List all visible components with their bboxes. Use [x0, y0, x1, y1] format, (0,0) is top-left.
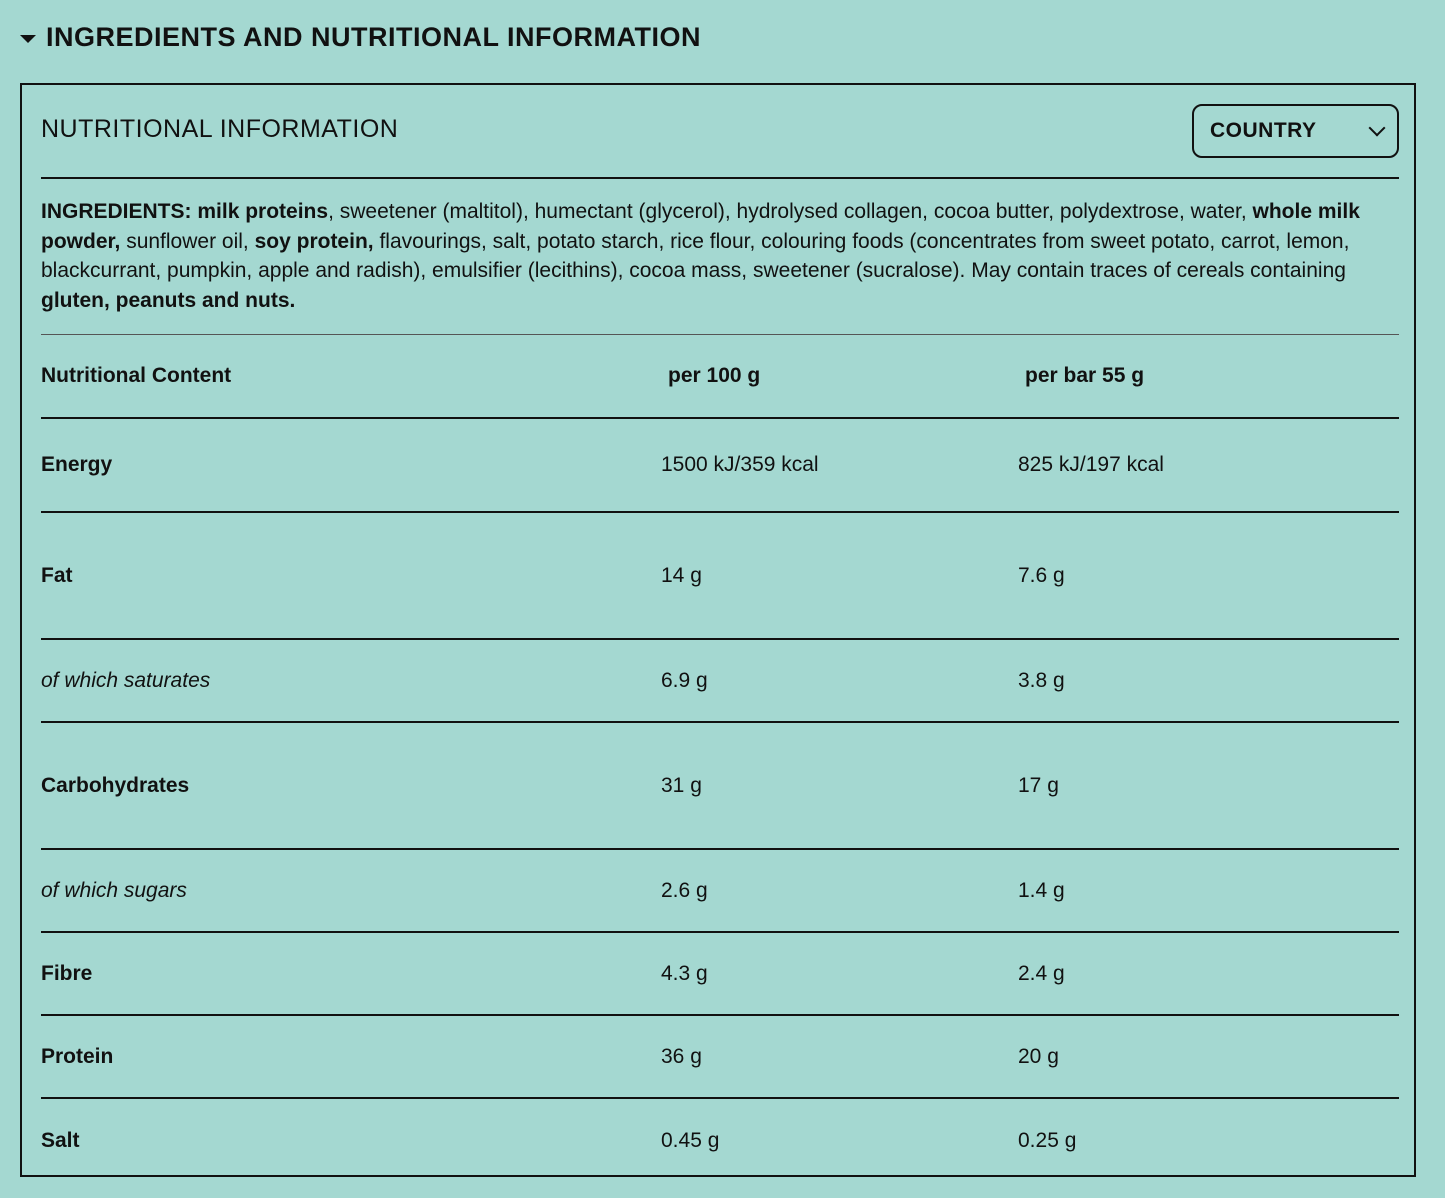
panel-header [41, 85, 1399, 179]
table-row [41, 640, 1399, 723]
row-per-100g: 4.3 g [661, 961, 708, 985]
row-per-100g: 31 g [661, 773, 702, 797]
table-row [41, 1016, 1399, 1099]
table-row [41, 850, 1399, 933]
nutrition-table [41, 335, 1399, 1182]
country-select[interactable] [1192, 104, 1399, 158]
ingredient-text: flavourings, salt, potato starch, rice flour, colouring foods (concentrates from sweet potato, carrot, lemon, blackcurrant, pumpkin, apple and radish), emulsifier (lecithins), cocoa mass, sweetener (sucralose). May contain traces of cereals containing [41, 229, 1350, 282]
ingredients-text [41, 197, 1403, 315]
table-row [41, 513, 1399, 640]
ingredient-allergen: milk proteins [197, 200, 329, 223]
row-per-100g: 0.45 g [661, 1128, 720, 1152]
row-name: Carbohydrates [41, 773, 190, 797]
table-row [41, 419, 1399, 513]
section-title: INGREDIENTS AND NUTRITIONAL INFORMATION [46, 22, 701, 52]
row-per-bar: 825 kJ/197 kcal [1018, 453, 1164, 476]
country-select-label: COUNTRY [1210, 119, 1317, 142]
row-per-bar: 3.8 g [1018, 668, 1065, 692]
ingredients-list [41, 200, 1360, 312]
row-name: Salt [41, 1128, 80, 1152]
table-row [41, 933, 1399, 1016]
nutrition-panel [20, 83, 1416, 1177]
row-per-bar: 7.6 g [1018, 563, 1065, 587]
row-name: Energy [41, 453, 113, 476]
row-per-100g: 36 g [661, 1044, 702, 1068]
ingredient-text: sunflower oil, [120, 229, 255, 253]
row-name: Fat [41, 563, 73, 587]
ingredient-allergen: whole milk powder, [41, 200, 1360, 253]
row-per-bar: 2.4 g [1018, 961, 1065, 985]
panel-title: NUTRITIONAL INFORMATION [41, 115, 399, 143]
header-nutritional-content: Nutritional Content [41, 364, 232, 387]
table-row [41, 1099, 1399, 1182]
header-per-100g: per 100 g [668, 364, 761, 387]
ingredient-text: , sweetener (maltitol), humectant (glycerol), hydrolysed collagen, cocoa butter, polydextrose, water, [328, 200, 1253, 223]
chevron-down-icon [1369, 120, 1386, 137]
row-per-bar: 17 g [1018, 773, 1059, 797]
row-per-bar: 1.4 g [1018, 878, 1065, 902]
ingredient-allergen: gluten, peanuts and nuts. [41, 288, 296, 312]
row-per-bar: 0.25 g [1018, 1128, 1077, 1152]
ingredients-label: INGREDIENTS: [41, 200, 192, 223]
row-per-100g: 1500 kJ/359 kcal [661, 453, 819, 476]
section-toggle[interactable] [20, 22, 701, 53]
table-header-row [41, 335, 1399, 419]
row-per-100g: 14 g [661, 563, 702, 587]
row-name: Protein [41, 1044, 114, 1068]
row-per-bar: 20 g [1018, 1044, 1059, 1068]
row-name: of which saturates [41, 668, 211, 692]
row-per-100g: 6.9 g [661, 668, 708, 692]
row-name: Fibre [41, 961, 93, 985]
row-per-100g: 2.6 g [661, 878, 708, 902]
caret-down-icon [20, 35, 36, 43]
table-row [41, 723, 1399, 850]
header-per-bar: per bar 55 g [1025, 364, 1145, 387]
row-name: of which sugars [41, 878, 187, 902]
ingredient-allergen: soy protein, [254, 229, 374, 253]
